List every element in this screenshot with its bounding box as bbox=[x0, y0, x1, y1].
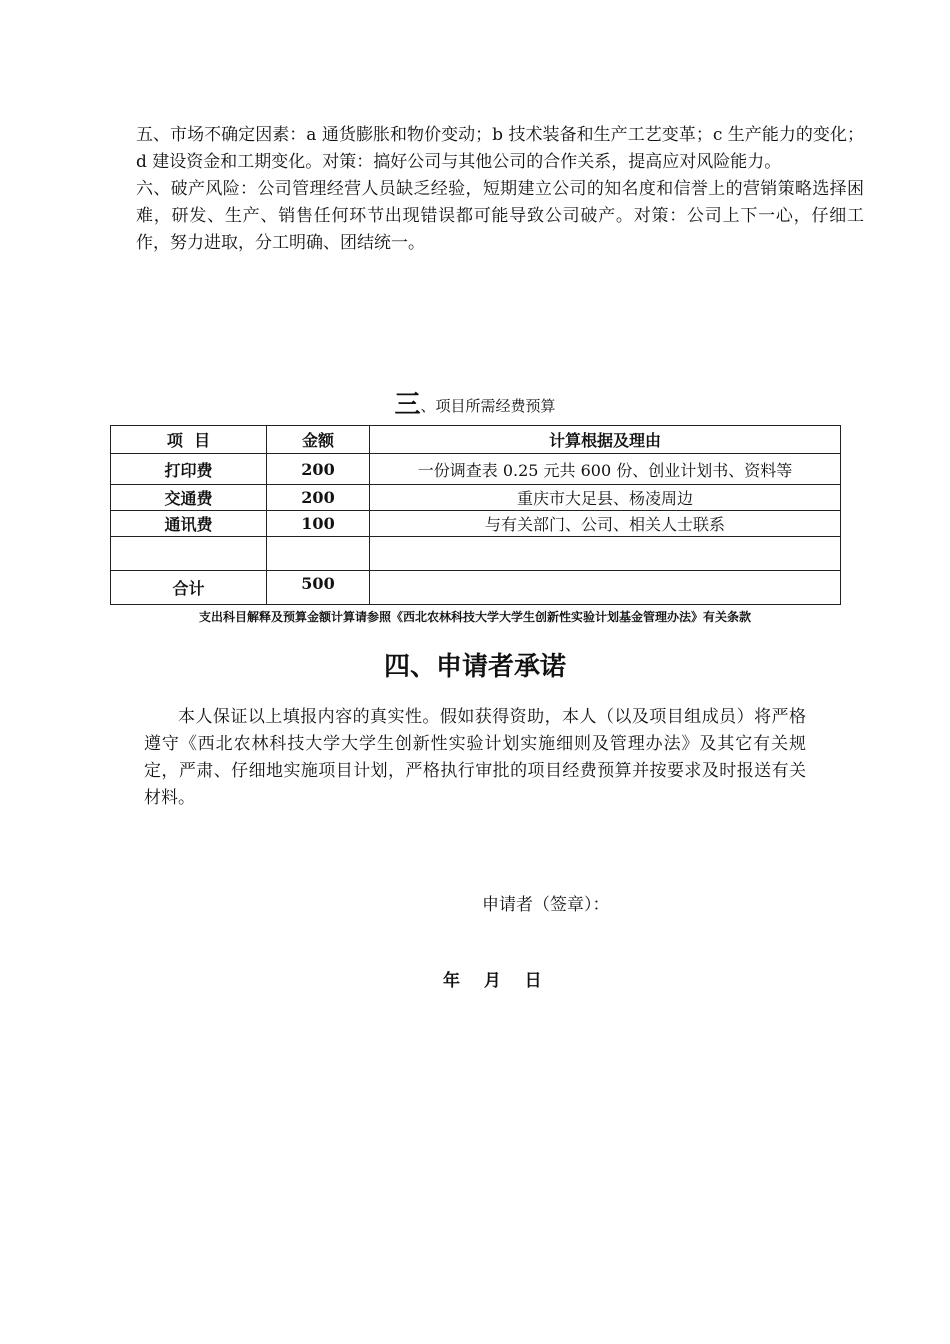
table-row bbox=[111, 511, 841, 537]
row-basis: 重庆市大足县、杨凌周边 bbox=[370, 485, 841, 511]
risk-section bbox=[136, 122, 864, 257]
row-item: 交通费 bbox=[111, 485, 267, 511]
row-item bbox=[111, 537, 267, 571]
date-label: 年 月 日 bbox=[443, 971, 542, 991]
header-item: 项 目 bbox=[111, 426, 267, 454]
bankruptcy-risk-paragraph: 六、破产风险：公司管理经营人员缺乏经验，短期建立公司的知名度和信誉上的营销策略选择困难，研发、生产、销售任何环节出现错误都可能导致公司破产。对策：公司上下一心，仔细工作，努力进取，分工明确、团结统一。 bbox=[136, 179, 864, 253]
signature-label: 申请者（签章）： bbox=[482, 895, 610, 915]
row-basis bbox=[370, 537, 841, 571]
table-row bbox=[111, 485, 841, 511]
table-row bbox=[111, 537, 841, 571]
total-amount: 500 bbox=[267, 571, 370, 605]
pledge-body: 本人保证以上填报内容的真实性。假如获得资助，本人（以及项目组成员）将严格遵守《西北农林科技大学大学生创新性实验计划实施细则及管理办法》及其它有关规定，严肃、仔细地实施项目计划，严格执行审批的项目经费预算并按要求及时报送有关材料。 bbox=[144, 707, 806, 808]
total-label: 合计 bbox=[111, 571, 267, 605]
total-basis bbox=[370, 571, 841, 605]
row-amount: 200 bbox=[267, 454, 370, 485]
budget-section-number: 三 bbox=[394, 390, 421, 420]
budget-section-title bbox=[0, 384, 950, 421]
row-amount bbox=[267, 537, 370, 571]
header-amount: 金额 bbox=[267, 426, 370, 454]
row-amount: 200 bbox=[267, 485, 370, 511]
market-risk-paragraph: 五、市场不确定因素：a 通货膨胀和物价变动；b 技术装备和生产工艺变革；c 生产能力的变化；d 建设资金和工期变化。对策：搞好公司与其他公司的合作关系，提高应对风险能力。 bbox=[136, 125, 864, 172]
pledge-heading: 四、申请者承诺 bbox=[383, 652, 566, 682]
table-row bbox=[111, 454, 841, 485]
budget-section-label: 、项目所需经费预算 bbox=[420, 397, 556, 415]
row-item: 打印费 bbox=[111, 454, 267, 485]
budget-note: 支出科目解释及预算金额计算请参照《西北农林科技大学大学生创新性实验计划基金管理办法》有关条款 bbox=[198, 610, 751, 624]
row-basis: 与有关部门、公司、相关人士联系 bbox=[370, 511, 841, 537]
budget-table-header-row bbox=[111, 426, 841, 454]
row-basis: 一份调查表 0.25 元共 600 份、创业计划书、资料等 bbox=[370, 454, 841, 485]
row-item: 通讯费 bbox=[111, 511, 267, 537]
table-row-total bbox=[111, 571, 841, 605]
header-basis: 计算根据及理由 bbox=[370, 426, 841, 454]
row-amount: 100 bbox=[267, 511, 370, 537]
budget-table bbox=[110, 425, 841, 605]
